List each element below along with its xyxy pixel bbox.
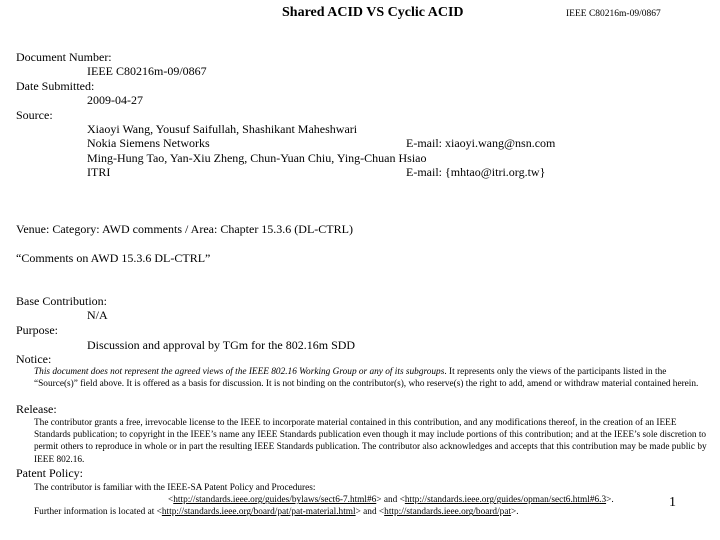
patent-further-line: Further information is located at <http://standards.ieee.org/board/pat/pat-material.html> and <http://standards.ieee.org/board/pat>.	[34, 507, 519, 518]
source-org-1: Nokia Siemens Networks	[87, 136, 210, 150]
patent-intro: The contributor is familiar with the IEEE-SA Patent Policy and Procedures:	[34, 483, 316, 493]
page-number: 1	[669, 495, 676, 510]
notice-text	[34, 366, 712, 390]
release-text: The contributor grants a free, irrevocable license to the IEEE to incorporate material contained in this contribution, and any modifications thereof, in the creation of an IEEE Standards publication; to copyright in the IEEE’s name any IEEE Standards publication even though it may include portions of this contribution; and at the IEEE’s sole discretion to permit others to reproduce in whole or in part the resulting IEEE Standards publication. The contributor also acknowledges and accepts that this contribution may be made public by IEEE 802.16.	[34, 418, 707, 465]
header-doc-id: IEEE C80216m-09/0867	[566, 9, 661, 19]
patent-links-line: <http://standards.ieee.org/guides/bylaws/sect6-7.html#6> and <http://standards.ieee.org/guides/opman/sect6.html#6.3>.	[168, 495, 614, 506]
further-info-text: Further information is located at <	[34, 507, 162, 518]
patent-policy-label: Patent Policy:	[16, 466, 83, 480]
source-email-2: E-mail: {mhtao@itri.org.tw}	[406, 165, 546, 179]
source-authors-1: Xiaoyi Wang, Yousuf Saifullah, Shashikant Maheshwari	[87, 122, 358, 136]
page-title: Shared ACID VS Cyclic ACID	[282, 5, 464, 20]
patent-and-text-2: > and <	[355, 507, 385, 518]
base-contribution-value: N/A	[87, 308, 108, 322]
source-email-1: E-mail: xiaoyi.wang@nsn.com	[406, 136, 556, 150]
source-authors-2: Ming-Hung Tao, Yan-Xiu Zheng, Chun-Yuan Chiu, Ying-Chuan Hsiao	[87, 151, 427, 165]
document-number-value: IEEE C80216m-09/0867	[87, 64, 207, 78]
date-submitted-value: 2009-04-27	[87, 93, 143, 107]
purpose-label: Purpose:	[16, 323, 58, 337]
patent-policy-text	[34, 482, 712, 519]
source-label: Source:	[16, 108, 53, 122]
venue-line: Venue: Category: AWD comments / Area: Chapter 15.3.6 (DL-CTRL)	[16, 222, 353, 236]
patent-and-text: > and <	[376, 495, 405, 506]
board-pat-link[interactable]: http://standards.ieee.org/board/pat	[384, 507, 512, 518]
purpose-value: Discussion and approval by TGm for the 802.16m SDD	[87, 338, 356, 352]
bylaws-link[interactable]: http://standards.ieee.org/guides/bylaws/sect6-7.html#6	[173, 495, 377, 506]
source-org-2: ITRI	[87, 165, 111, 179]
pat-material-link[interactable]: http://standards.ieee.org/board/pat/pat-material.html	[161, 507, 356, 518]
notice-italic-text: This document does not represent the agreed views of the IEEE 802.16 Working Group or any of its subgroups	[34, 367, 445, 377]
comments-title: “Comments on AWD 15.3.6 DL-CTRL”	[16, 251, 211, 265]
release-label: Release:	[16, 402, 57, 416]
opman-link[interactable]: http://standards.ieee.org/guides/opman/sect6.html#6.3	[404, 495, 607, 506]
notice-label: Notice:	[16, 352, 52, 366]
notice-body-text: . It represents only the views of the participants listed in the “Source(s)” field above. It is offered as a basis for discussion. It is not binding on the contributor(s), who reserve(s) the right to add, amend or withdraw material contained herein.	[34, 367, 699, 390]
date-submitted-label: Date Submitted:	[16, 79, 95, 93]
document-number-label: Document Number:	[16, 50, 112, 64]
base-contribution-label: Base Contribution:	[16, 294, 107, 308]
